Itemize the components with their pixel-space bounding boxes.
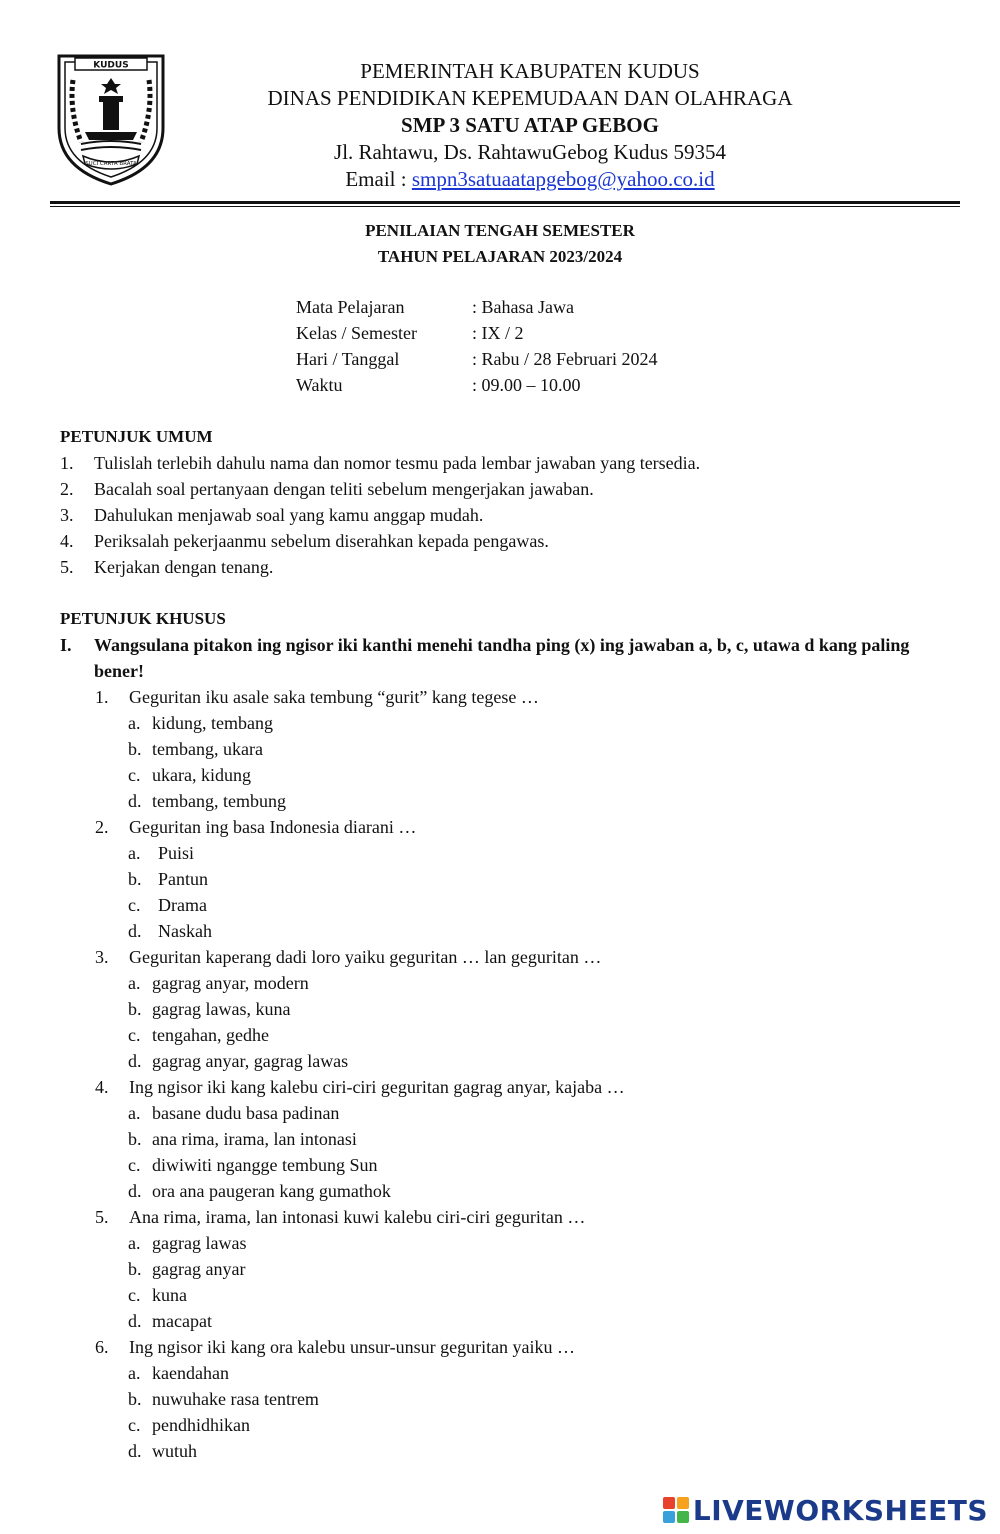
answer-option[interactable] bbox=[60, 840, 960, 866]
answer-option[interactable] bbox=[60, 1360, 960, 1386]
answer-option[interactable] bbox=[60, 970, 960, 996]
item-number: 4. bbox=[60, 531, 74, 551]
option-letter: d. bbox=[128, 921, 142, 941]
option-text: Drama bbox=[158, 895, 207, 915]
question-number: 1. bbox=[95, 687, 109, 707]
option-text: macapat bbox=[152, 1311, 212, 1331]
email-line bbox=[200, 166, 860, 193]
answer-option[interactable] bbox=[60, 1256, 960, 1282]
option-letter: d. bbox=[128, 1181, 142, 1201]
question-text: Ana rima, irama, lan intonasi kuwi kalebu ciri-ciri geguritan … bbox=[129, 1207, 586, 1227]
option-text: gagrag anyar, gagrag lawas bbox=[152, 1051, 349, 1071]
school-name: SMP 3 SATU ATAP GEBOG bbox=[401, 113, 659, 137]
meta-label: Mata Pelajaran bbox=[296, 297, 405, 317]
option-letter: b. bbox=[128, 999, 142, 1019]
liveworksheets-watermark bbox=[663, 1490, 988, 1530]
logo-motto-text: SUCI CARTA BRATA bbox=[85, 161, 137, 167]
option-text: basane dudu basa padinan bbox=[152, 1103, 340, 1123]
watermark-text: LIVEWORKSHEETS bbox=[692, 1493, 988, 1527]
option-letter: b. bbox=[128, 869, 142, 889]
exam-title-line2: TAHUN PELAJARAN 2023/2024 bbox=[377, 247, 623, 266]
option-letter: d. bbox=[128, 1441, 142, 1461]
logo-square bbox=[663, 1511, 675, 1523]
answer-option[interactable] bbox=[60, 892, 960, 918]
question bbox=[60, 814, 960, 840]
item-text: Bacalah soal pertanyaan dengan teliti sebelum mengerjakan jawaban. bbox=[94, 479, 594, 499]
answer-option[interactable] bbox=[60, 1386, 960, 1412]
email-label: Email : bbox=[345, 167, 412, 191]
option-text: tengahan, gedhe bbox=[152, 1025, 269, 1045]
option-text: nuwuhake rasa tentrem bbox=[152, 1389, 319, 1409]
government-name: PEMERINTAH KABUPATEN KUDUS bbox=[360, 59, 700, 83]
option-text: Naskah bbox=[158, 921, 212, 941]
logo-square bbox=[677, 1497, 689, 1509]
option-letter: a. bbox=[128, 1363, 141, 1383]
answer-option[interactable] bbox=[60, 1022, 960, 1048]
option-letter: c. bbox=[128, 895, 141, 915]
option-text: ukara, kidung bbox=[152, 765, 251, 785]
meta-label: Hari / Tanggal bbox=[296, 349, 400, 369]
question-text: Geguritan kaperang dadi loro yaiku geguritan … lan geguritan … bbox=[129, 947, 602, 967]
meta-row-class bbox=[296, 320, 657, 346]
question-text: Ing ngisor iki kang ora kalebu unsur-unsur geguritan yaiku … bbox=[129, 1337, 576, 1357]
item-number: 2. bbox=[60, 479, 74, 499]
option-text: ana rima, irama, lan intonasi bbox=[152, 1129, 357, 1149]
answer-option[interactable] bbox=[60, 1308, 960, 1334]
kudus-emblem-logo bbox=[55, 50, 167, 188]
exam-title-line1: PENILAIAN TENGAH SEMESTER bbox=[365, 221, 635, 240]
option-text: wutuh bbox=[152, 1441, 197, 1461]
option-text: kuna bbox=[152, 1285, 187, 1305]
option-letter: b. bbox=[128, 1259, 142, 1279]
question-number: 3. bbox=[95, 947, 109, 967]
option-letter: d. bbox=[128, 1311, 142, 1331]
option-text: tembang, tembung bbox=[152, 791, 286, 811]
school-address: Jl. Rahtawu, Ds. RahtawuGebog Kudus 59354 bbox=[334, 140, 726, 164]
general-instruction-item bbox=[60, 476, 960, 502]
meta-row-date bbox=[296, 346, 657, 372]
meta-value: : Rabu / 28 Februari 2024 bbox=[472, 349, 658, 369]
item-number: 1. bbox=[60, 453, 74, 473]
meta-value: : 09.00 – 10.00 bbox=[472, 375, 581, 395]
email-link[interactable]: smpn3satuaatapgebog@yahoo.co.id bbox=[411, 167, 715, 191]
option-letter: a. bbox=[128, 973, 141, 993]
question-number: 2. bbox=[95, 817, 109, 837]
option-text: pendhidhikan bbox=[152, 1415, 250, 1435]
item-text: Periksalah pekerjaanmu sebelum diserahkan kepada pengawas. bbox=[94, 531, 549, 551]
meta-row-subject bbox=[296, 294, 657, 320]
meta-value: : IX / 2 bbox=[472, 323, 524, 343]
spacer bbox=[60, 580, 960, 606]
item-text: Kerjakan dengan tenang. bbox=[94, 557, 274, 577]
option-text: Puisi bbox=[158, 843, 195, 863]
question bbox=[60, 1204, 960, 1230]
answer-option[interactable] bbox=[60, 762, 960, 788]
question-number: 4. bbox=[95, 1077, 109, 1097]
option-letter: c. bbox=[128, 1155, 141, 1175]
option-text: diwiwiti ngangge tembung Sun bbox=[152, 1155, 378, 1175]
general-instruction-item bbox=[60, 450, 960, 476]
option-text: gagrag anyar, modern bbox=[152, 973, 309, 993]
option-text: Pantun bbox=[158, 869, 209, 889]
answer-option[interactable] bbox=[60, 918, 960, 944]
item-text: Dahulukan menjawab soal yang kamu anggap mudah. bbox=[94, 505, 484, 525]
option-letter: c. bbox=[128, 1415, 141, 1435]
option-letter: c. bbox=[128, 1285, 141, 1305]
logo-square bbox=[677, 1511, 689, 1523]
option-letter: a. bbox=[128, 1103, 141, 1123]
answer-option[interactable] bbox=[60, 996, 960, 1022]
answer-option[interactable] bbox=[60, 1412, 960, 1438]
meta-row-time bbox=[296, 372, 657, 398]
question bbox=[60, 684, 960, 710]
option-text: kidung, tembang bbox=[152, 713, 273, 733]
option-letter: a. bbox=[128, 843, 141, 863]
question bbox=[60, 1074, 960, 1100]
exam-content bbox=[60, 424, 960, 1464]
option-letter: b. bbox=[128, 1389, 142, 1409]
answer-option[interactable] bbox=[60, 1230, 960, 1256]
section-instruction bbox=[60, 632, 960, 684]
general-instructions-heading: PETUNJUK UMUM bbox=[60, 427, 213, 446]
item-number: 5. bbox=[60, 557, 74, 577]
option-text: kaendahan bbox=[152, 1363, 229, 1383]
answer-option[interactable] bbox=[60, 1152, 960, 1178]
liveworksheets-logo-icon bbox=[663, 1497, 689, 1523]
answer-option[interactable] bbox=[60, 1048, 960, 1074]
question-number: 6. bbox=[95, 1337, 109, 1357]
option-letter: d. bbox=[128, 1051, 142, 1071]
general-instruction-item bbox=[60, 554, 960, 580]
option-letter: b. bbox=[128, 739, 142, 759]
meta-value: : Bahasa Jawa bbox=[472, 297, 574, 317]
section-number: I. bbox=[60, 635, 72, 655]
answer-option[interactable] bbox=[60, 736, 960, 762]
item-number: 3. bbox=[60, 505, 74, 525]
answer-option[interactable] bbox=[60, 866, 960, 892]
option-letter: a. bbox=[128, 1233, 141, 1253]
option-letter: a. bbox=[128, 713, 141, 733]
option-letter: b. bbox=[128, 1129, 142, 1149]
letterhead bbox=[200, 58, 860, 193]
option-letter: d. bbox=[128, 791, 142, 811]
special-instructions-heading: PETUNJUK KHUSUS bbox=[60, 609, 226, 628]
letterhead-divider-thick bbox=[50, 201, 960, 204]
question-number: 5. bbox=[95, 1207, 109, 1227]
section-instruction-text: Wangsulana pitakon ing ngisor iki kanthi menehi tandha ping (x) ing jawaban a, b, c, utawa d kang paling bener! bbox=[94, 635, 910, 681]
option-text: gagrag lawas bbox=[152, 1233, 247, 1253]
meta-label: Waktu bbox=[296, 375, 343, 395]
option-letter: c. bbox=[128, 765, 141, 785]
logo-banner-text: KUDUS bbox=[93, 60, 129, 71]
exam-title bbox=[0, 218, 1000, 270]
question bbox=[60, 944, 960, 970]
exam-meta bbox=[296, 294, 657, 398]
department-name: DINAS PENDIDIKAN KEPEMUDAAN DAN OLAHRAGA bbox=[267, 86, 793, 110]
item-text: Tulislah terlebih dahulu nama dan nomor tesmu pada lembar jawaban yang tersedia. bbox=[94, 453, 701, 473]
answer-option[interactable] bbox=[60, 1100, 960, 1126]
question-text: Ing ngisor iki kang kalebu ciri-ciri geguritan gagrag anyar, kajaba … bbox=[129, 1077, 625, 1097]
general-instruction-item bbox=[60, 502, 960, 528]
answer-option[interactable] bbox=[60, 1438, 960, 1464]
answer-option[interactable] bbox=[60, 1282, 960, 1308]
answer-option[interactable] bbox=[60, 1126, 960, 1152]
letterhead-divider-thin bbox=[50, 206, 960, 207]
meta-label: Kelas / Semester bbox=[296, 323, 417, 343]
option-text: gagrag anyar bbox=[152, 1259, 246, 1279]
option-text: ora ana paugeran kang gumathok bbox=[152, 1181, 391, 1201]
option-text: tembang, ukara bbox=[152, 739, 263, 759]
option-letter: c. bbox=[128, 1025, 141, 1045]
answer-option[interactable] bbox=[60, 1178, 960, 1204]
general-instruction-item bbox=[60, 528, 960, 554]
question-text: Geguritan iku asale saka tembung “gurit” kang tegese … bbox=[129, 687, 539, 707]
question bbox=[60, 1334, 960, 1360]
answer-option[interactable] bbox=[60, 710, 960, 736]
option-text: gagrag lawas, kuna bbox=[152, 999, 291, 1019]
logo-square bbox=[663, 1497, 675, 1509]
answer-option[interactable] bbox=[60, 788, 960, 814]
question-text: Geguritan ing basa Indonesia diarani … bbox=[129, 817, 417, 837]
